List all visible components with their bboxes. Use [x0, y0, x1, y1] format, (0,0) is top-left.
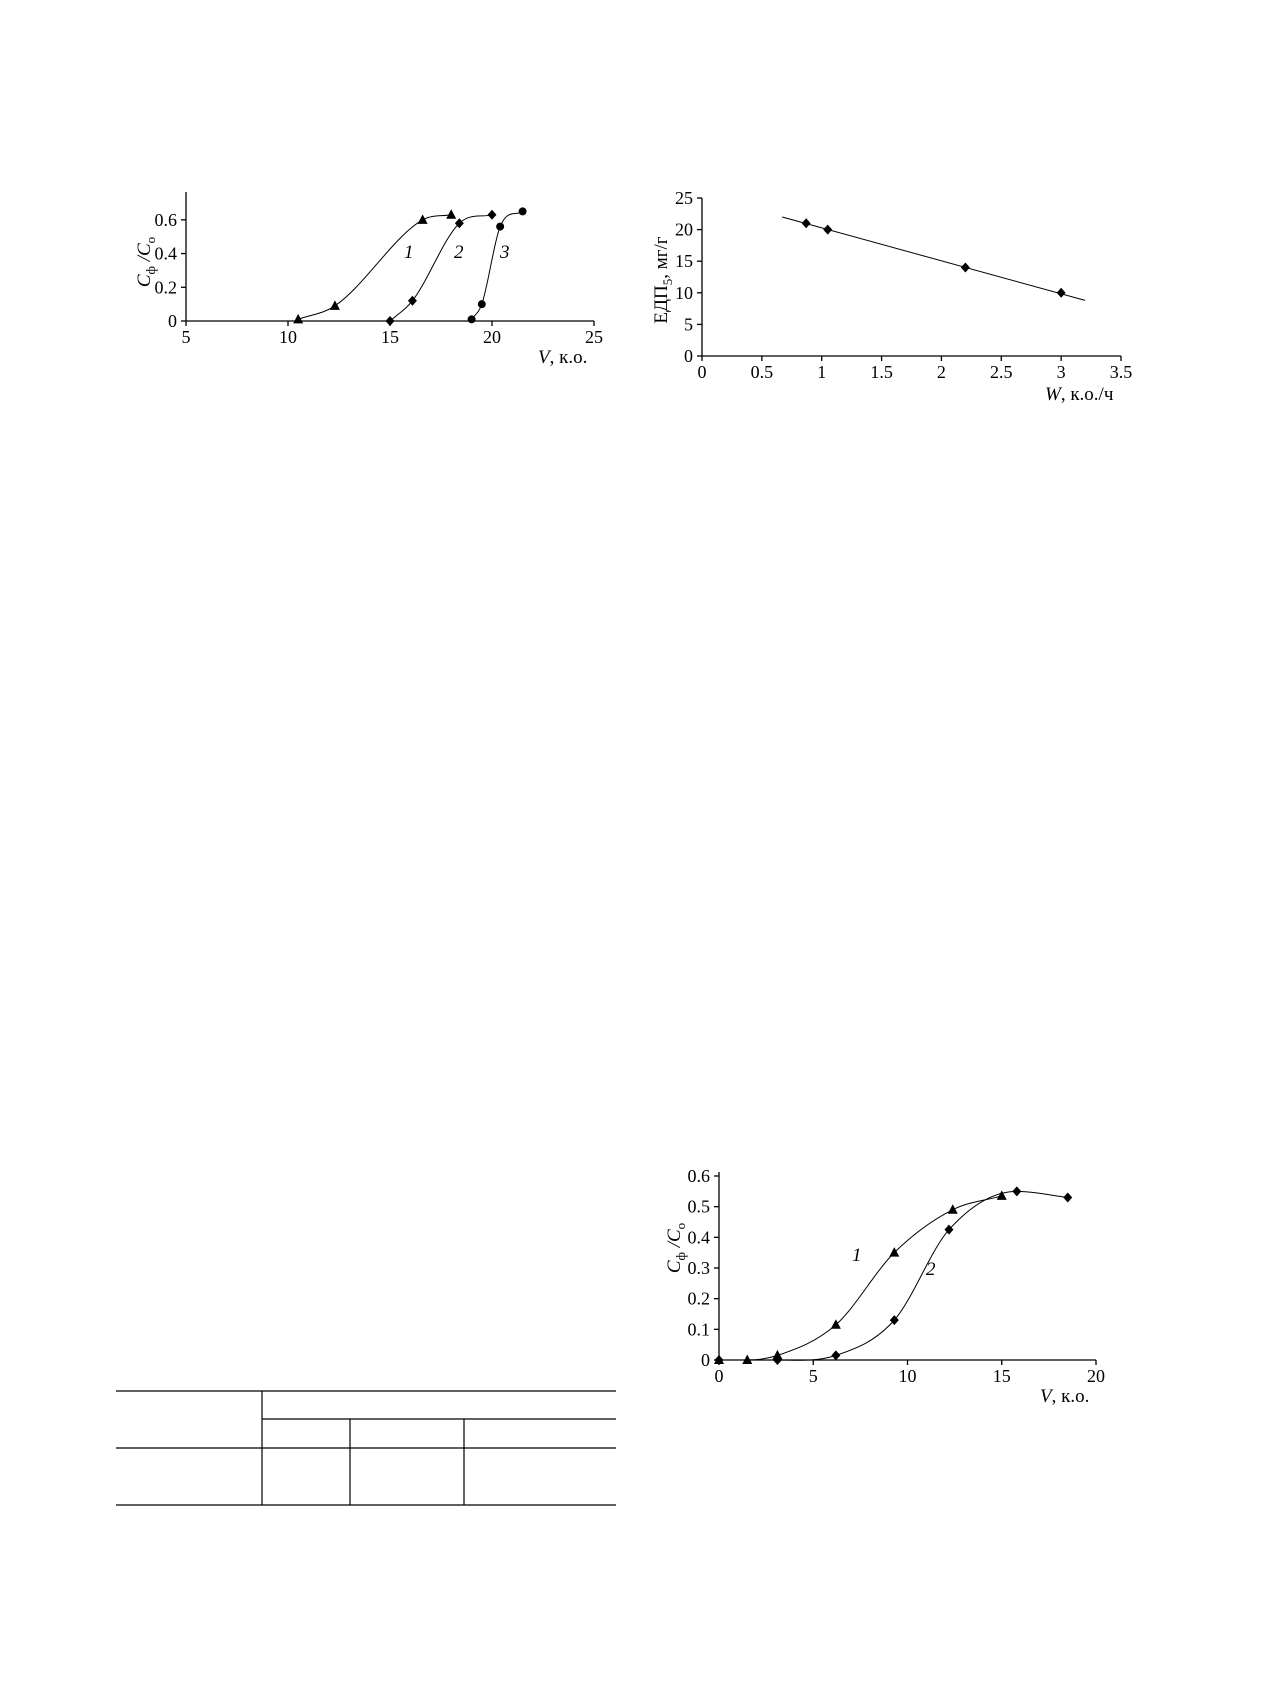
c3-x-tick-label: 15 [992, 1366, 1011, 1386]
c2-x-tick-label: 0.5 [750, 362, 774, 382]
c3-y-tick-label: 0 [701, 1350, 710, 1370]
chart1-curves [298, 211, 522, 321]
c3-series-2-point-6 [1063, 1192, 1072, 1202]
chart3-ticks [688, 1166, 1106, 1386]
chart3-axes [719, 1172, 1096, 1360]
c1-series-2-point-0 [386, 316, 395, 326]
c1-series-3-point-1 [478, 300, 486, 308]
c3-series-2-point-5 [1012, 1186, 1021, 1196]
chart3-y-axis-label: $C_ф$ $/C_o$ [664, 1222, 688, 1274]
c1-x-tick-label: 25 [585, 327, 603, 347]
c1-series-3-point-2 [496, 223, 504, 231]
chart2-trendline [782, 217, 1085, 300]
c1-series-1-point-2 [418, 214, 428, 224]
chart1-y-axis-label: $C_ф$ $/C_o$ [134, 236, 158, 288]
chart3-x-axis-label: V, к.о. [1040, 1386, 1090, 1407]
chart2-points [802, 218, 1066, 298]
c2-y-tick-label: 25 [675, 188, 693, 208]
c1-x-tick-label: 10 [279, 327, 297, 347]
c3-series-1-point-6 [997, 1190, 1007, 1200]
c3-series-1-point-2 [772, 1350, 782, 1360]
c3-y-tick-label: 0.3 [687, 1258, 710, 1278]
c1-series-1-curve [298, 215, 451, 320]
c3-y-tick-label: 0.5 [687, 1196, 710, 1217]
c2-series-0-point-1 [823, 225, 832, 235]
c2-y-tick-label: 10 [675, 282, 693, 303]
chart3-curves [719, 1191, 1068, 1360]
c2-x-tick-label: 3.5 [1109, 362, 1133, 382]
c1-y-tick-label: 0 [168, 311, 177, 331]
c1-curve-label-2: 2 [454, 242, 464, 263]
chart2-axes [702, 198, 1121, 356]
c3-series-2-point-3 [890, 1315, 899, 1325]
c2-y-tick-label: 5 [684, 314, 693, 335]
c3-curve-label-1: 1 [852, 1245, 862, 1266]
c2-series-0-point-3 [1057, 288, 1066, 298]
chart3-points [714, 1186, 1072, 1365]
c3-series-1-point-1 [742, 1355, 752, 1365]
c3-series-2-point-0 [715, 1355, 724, 1365]
c2-x-tick-label: 2.5 [990, 362, 1013, 382]
c3-series-2-curve [719, 1191, 1068, 1360]
c3-series-1-curve [719, 1196, 1002, 1360]
c1-x-tick-label: 5 [181, 327, 191, 347]
c3-y-tick-label: 0.4 [687, 1227, 710, 1248]
c2-y-tick-label: 0 [684, 346, 693, 366]
c3-x-tick-label: 0 [714, 1366, 724, 1386]
c1-y-tick-label: 0.6 [154, 209, 177, 230]
c3-x-tick-label: 20 [1087, 1366, 1105, 1386]
c3-curve-label-2: 2 [926, 1259, 936, 1280]
chart2-y-axis-label: $ЕДП_5$, мг/г [651, 236, 675, 324]
c1-y-tick-label: 0.2 [154, 277, 177, 298]
chart1-ticks [155, 210, 604, 347]
chart3-curve-labels [852, 1245, 936, 1280]
chart1-x-axis-label: V, к.о. [538, 347, 588, 368]
c3-y-tick-label: 0.1 [687, 1319, 710, 1340]
chart2-ticks [675, 188, 1132, 382]
c1-curve-label-1: 1 [404, 242, 414, 263]
c2-series-0-point-0 [802, 218, 811, 228]
c1-x-tick-label: 15 [381, 327, 399, 347]
c2-x-tick-label: 1.5 [870, 362, 893, 382]
c1-series-1-point-0 [293, 314, 303, 324]
c2-y-tick-label: 20 [675, 219, 693, 240]
c1-series-1-point-3 [446, 209, 456, 219]
chart1-curve-labels [404, 242, 510, 263]
c3-x-tick-label: 10 [898, 1366, 917, 1386]
c2-x-tick-label: 1 [817, 362, 827, 382]
c3-series-1-point-0 [714, 1355, 724, 1365]
c2-x-tick-label: 2 [936, 362, 946, 382]
c1-x-tick-label: 20 [483, 327, 501, 347]
chart1-points [293, 207, 526, 326]
c3-y-tick-label: 0.6 [687, 1166, 710, 1186]
c3-series-1-point-3 [831, 1319, 841, 1329]
c1-series-2-curve [390, 215, 492, 321]
c1-series-3-curve [472, 211, 523, 319]
c1-series-2-point-3 [488, 210, 497, 220]
c3-series-1-point-5 [948, 1204, 958, 1214]
c1-series-2-point-2 [455, 218, 464, 228]
c2-trendline [782, 217, 1085, 300]
c3-y-tick-label: 0.2 [687, 1288, 710, 1309]
c2-series-0-point-2 [961, 263, 970, 273]
c2-x-tick-label: 3 [1056, 362, 1066, 382]
c1-curve-label-3: 3 [500, 242, 510, 263]
chart1-axes [186, 192, 594, 321]
c3-series-2-point-2 [831, 1350, 840, 1360]
c1-series-3-point-0 [468, 315, 476, 323]
c1-y-tick-label: 0.4 [154, 243, 177, 264]
c2-x-tick-label: 0 [697, 362, 707, 382]
c3-series-1-point-4 [889, 1247, 899, 1257]
c3-series-2-point-4 [944, 1225, 953, 1235]
c1-series-1-point-1 [330, 300, 340, 310]
c3-x-tick-label: 5 [808, 1366, 818, 1386]
c1-series-3-point-3 [519, 207, 527, 215]
c1-series-2-point-1 [408, 296, 417, 306]
chart2-x-axis-label: W, к.о./ч [1045, 384, 1114, 405]
c2-y-tick-label: 15 [675, 251, 693, 272]
c3-series-2-point-1 [773, 1355, 782, 1365]
